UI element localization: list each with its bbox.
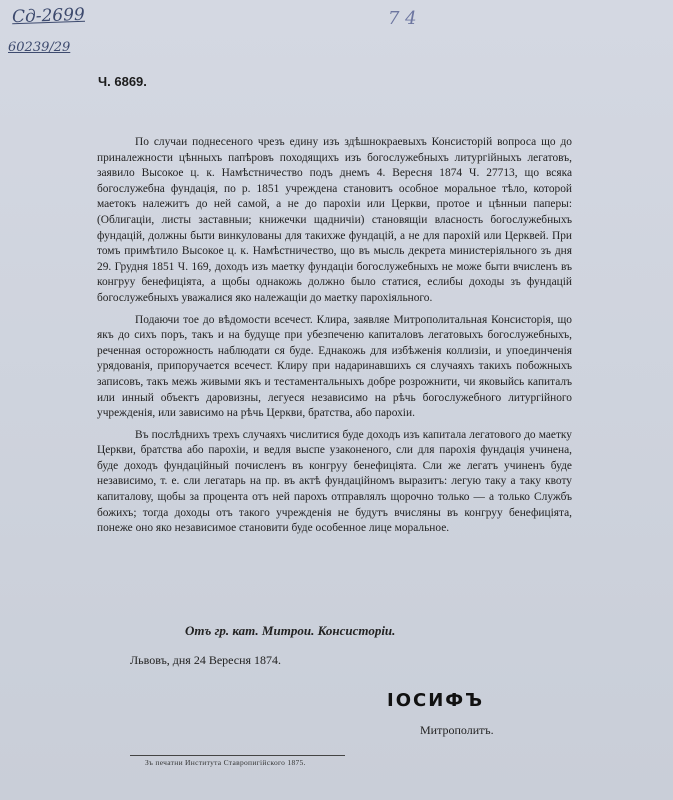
printer-imprint: Зъ печатни Института Ставропигійского 1875. (145, 758, 306, 767)
document-number: Ч. 6869. (98, 74, 147, 89)
consistory-signoff: Отъ гр. кат. Митрои. Консисторіи. (185, 623, 396, 638)
archive-number-annotation: 60239/29 (8, 40, 71, 55)
signer-title: Митрополитъ. (420, 723, 494, 737)
footer-divider (130, 755, 345, 756)
document-body (97, 135, 572, 543)
place-and-date: Львовъ, дня 24 Вересня 1874. (130, 653, 282, 667)
paragraph-1: По случаи поднесеного чрезъ едину изъ здѣшнокраевыхъ Консисторій вопроса що до приналежности цѣнныхъ папѣровъ походящихъ изъ богослужебныхъ литургійныхъ легатовъ, заявило Высокое ц. к. Намѣстничество подъ днемъ 4. Вересня 1874 Ч. 27713, що всяка богослужебна фундація, по р. 1851 учреждена становитъ особное моральное тѣло, которой маетокъ належитъ до ней самой, а не до парохіи или Церкви, протое и цѣнныи паперы: (Облигаціи, листы заставныи; книжечки щадничіи) становящіи власность богослужебныхъ фундацій, должны быти винкулованы для такихже фундацій, а не для парохій или Церквей. При томъ примѣтило Высокое ц. к. Намѣстничество, що въ мысль декрета министеріяльного зъ дня 29. Грудня 1851 Ч. 169, доходъ изъ маетку фундаціи богослужебныхъ не може быти вчисленъ въ конгруу бенефиціята, а щобы однакожь должно было статися, еслибы доходы зъ фундацій богослужебныхъ уважалися яко належащіи до маетку парохіяльного. (97, 136, 572, 304)
folio-annotation: 7 4 (388, 8, 417, 29)
signer-name: ІОСИФЪ (387, 690, 485, 711)
paragraph-2: Подаючи тое до вѣдомости всечест. Клира, заявляе Митрополитальная Консисторія, що якъ до сихъ поръ, такъ и на будуще при убезпеченю капиталовъ легатовыхъ богослужебныхъ, реченная осторожность наблюдати ся буде. Еднакожь для избѣженія коллизіи, и упоединченія урядованія, припоручается всечест. Клиру при надаринавшихъ ся случаяхъ такихъ побожныхъ записовъ, такъ межь живыми якъ и тестаментальныхъ добре розрожнити, чи яковыйсь капиталъ или инный объектъ даровизны, легуеся независимо на рѣчь богослужебного литургійного учрежденія, или зависимо на рѣчь Церкви, братства, або парохіи. (97, 313, 572, 420)
paragraph-3: Въ послѣднихъ трехъ случаяхъ числитися буде доходъ изъ капитала легатового до маетку Церкви, братства або парохіи, и ведля выспе узаконеного, сли для парохія фундація учинена, буде доходъ фундаційный почисленъ въ конгруу бенефиціята. Сли же легатъ учиненъ буде независимо, т. е. сли легатарь на пр. въ актѣ фундаційномъ выразитъ: легую таку а таку квоту капиталову, щобы за процента отъ ней парохъ отправлялъ щорочно только — а только Службъ божихъ; тогда доходы отъ такого учрежденія не будутъ вчисляны въ конгруу бенефиціята, понеже оно яко независимое становити буде особенное лице моральное. (97, 428, 572, 535)
archive-code-annotation: Сд-2699 (11, 4, 86, 28)
